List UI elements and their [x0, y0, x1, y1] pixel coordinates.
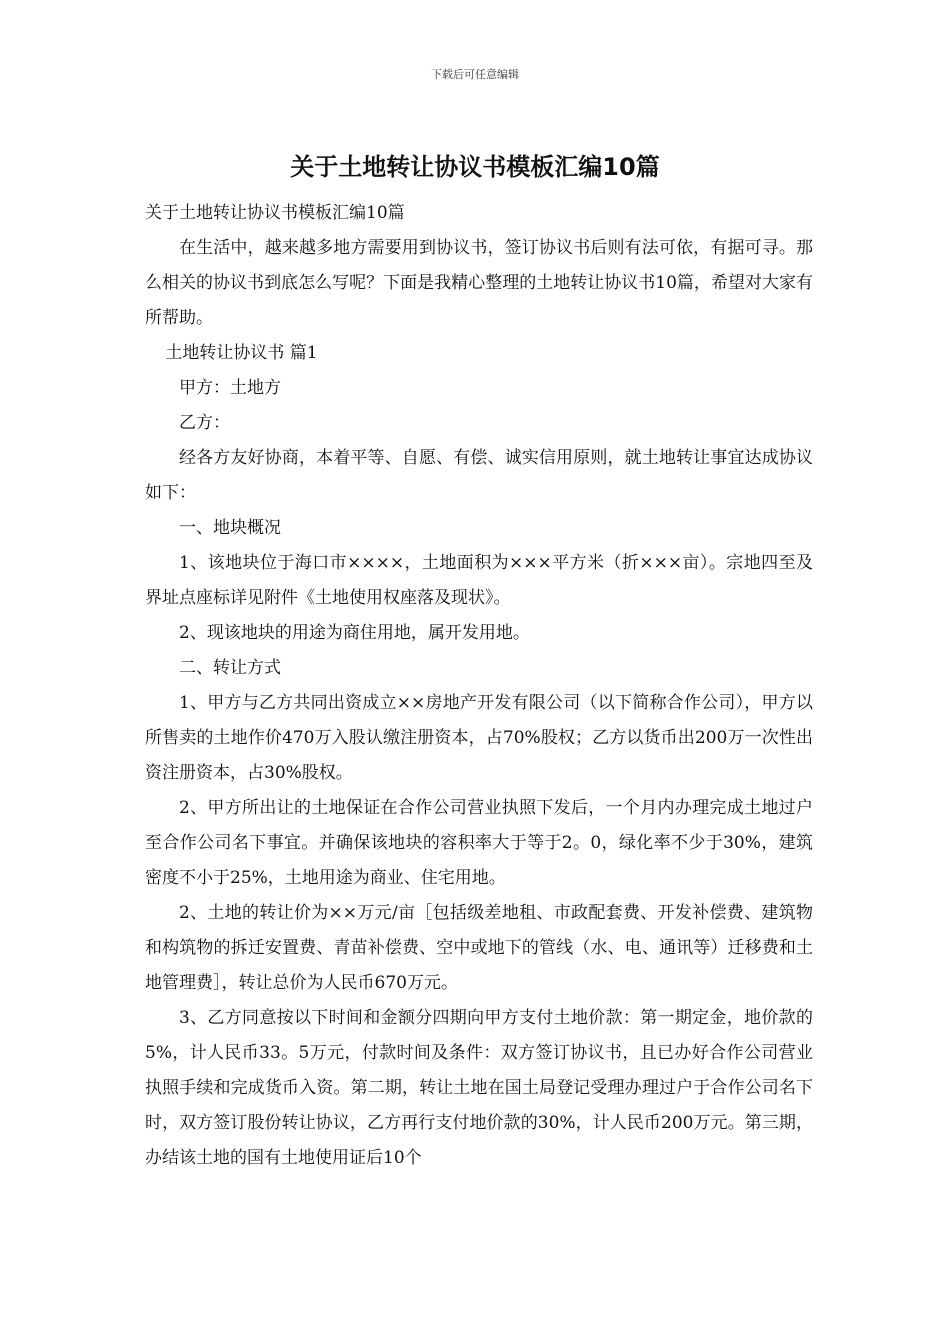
clause-2-2b: 2、土地的转让价为××万元/亩［包括级差地租、市政配套费、开发补偿费、建筑物和构筑物的拆迁安置费、青苗补偿费、空中或地下的管线（水、电、通讯等）迁移费和土地管理费］，转让总价为人民币670万元。 [145, 903, 813, 993]
clause-heading-1: 一、地块概况 [179, 518, 281, 538]
document-title: 关于土地转让协议书模板汇编10篇 [290, 153, 660, 181]
clause-2-3: 3、乙方同意按以下时间和金额分四期向甲方支付土地价款：第一期定金，地价款的5%，计人民币33。5万元，付款时间及条件：双方签订协议书，且已办好合作公司营业执照手续和完成货币入资。第二期，转让土地在国土局登记受理办理过户于合作公司名下时，双方签订股份转让协议，乙方再行支付地价款的30%，计人民币200万元。第三期，办结该土地的国有土地使用证后10个 [145, 1008, 813, 1168]
clause-heading-2: 二、转让方式 [179, 658, 281, 678]
document-body [145, 196, 813, 1176]
subtitle-paragraph: 关于土地转让协议书模板汇编10篇 [145, 203, 405, 223]
intro-paragraph: 在生活中，越来越多地方需要用到协议书，签订协议书后则有法可依，有据可寻。那么相关的协议书到底怎么写呢？下面是我精心整理的土地转让协议书10篇，希望对大家有所帮助。 [145, 238, 813, 328]
clause-1-2: 2、现该地块的用途为商住用地，属开发用地。 [179, 623, 530, 643]
clause-2-1: 1、甲方与乙方共同出资成立××房地产开发有限公司（以下简称合作公司），甲方以所售卖的土地作价470万入股认缴注册资本，占70%股权；乙方以货币出200万一次性出资注册资本，占30%股权。 [145, 693, 813, 783]
agreement-preamble: 经各方友好协商，本着平等、自愿、有偿、诚实信用原则，就土地转让事宜达成协议如下： [145, 448, 813, 503]
section-heading: 土地转让协议书 篇1 [165, 343, 318, 363]
clause-1-1: 1、该地块位于海口市××××，土地面积为×××平方米（折×××亩）。宗地四至及界址点座标详见附件《土地使用权座落及现状》。 [145, 553, 813, 608]
party-a-line: 甲方：土地方 [179, 378, 281, 398]
header-note: 下载后可任意编辑 [431, 68, 519, 81]
party-b-line: 乙方： [179, 413, 230, 433]
clause-2-2: 2、甲方所出让的土地保证在合作公司营业执照下发后，一个月内办理完成土地过户至合作公司名下事宜。并确保该地块的容积率大于等于2。0，绿化率不少于30%，建筑密度不小于25%，土地用途为商业、住宅用地。 [145, 798, 813, 888]
